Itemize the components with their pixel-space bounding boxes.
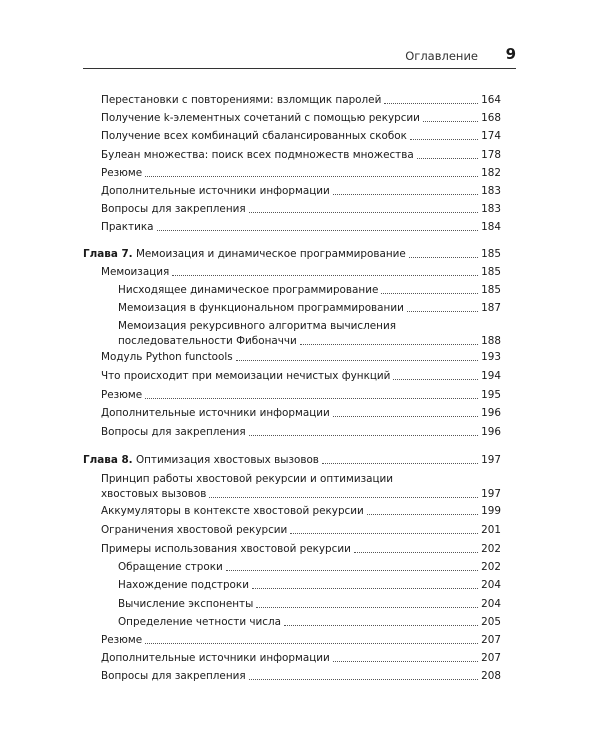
toc-entry[interactable] — [101, 670, 501, 683]
toc-entry-page: 195 — [481, 389, 501, 401]
toc-entry-title: хвостовых вызовов — [101, 488, 207, 500]
dot-leader — [354, 552, 478, 553]
toc-entry-title: Нисходящее динамическое программирование — [118, 284, 379, 296]
toc-entry-title: Получение k-элементных сочетаний с помощью рекурсии — [101, 112, 420, 124]
dot-leader — [157, 230, 479, 231]
toc-entry-page: 185 — [481, 248, 501, 260]
toc-entry[interactable] — [101, 351, 501, 364]
toc-entry[interactable] — [101, 634, 501, 647]
toc-entry-title: последовательности Фибоначчи — [118, 335, 297, 347]
dot-leader — [384, 103, 478, 104]
toc-entry-page: 204 — [481, 579, 501, 591]
toc-entry-title: Вопросы для закрепления — [101, 426, 246, 438]
dot-leader — [407, 311, 478, 312]
dot-leader — [333, 661, 478, 662]
dot-leader — [333, 194, 478, 195]
toc-entry-page: 199 — [481, 505, 501, 517]
toc-entry-page: 185 — [481, 284, 501, 296]
chapter-label: Глава 8. — [83, 454, 133, 466]
toc-entry[interactable] — [118, 616, 501, 629]
dot-leader — [145, 643, 478, 644]
dot-leader — [172, 275, 478, 276]
toc-entry-page: 201 — [481, 524, 501, 536]
toc-entry[interactable] — [101, 266, 501, 279]
toc-entry[interactable] — [118, 598, 501, 611]
toc-entry[interactable] — [101, 112, 501, 125]
toc-entry-page: 197 — [481, 454, 501, 466]
toc-entry-page: 207 — [481, 634, 501, 646]
toc-entry[interactable] — [118, 320, 501, 348]
toc-entry-title: Ограничения хвостовой рекурсии — [101, 524, 288, 536]
toc-entry-title: Мемоизация и динамическое программирование — [135, 248, 406, 260]
toc-entry-title: Модуль Python functools — [101, 351, 233, 363]
toc-entry-page: 202 — [481, 543, 501, 555]
toc-entry-title: Булеан множества: поиск всех подмножеств множества — [101, 149, 414, 161]
toc-entry-page: 193 — [481, 351, 501, 363]
toc-entry[interactable] — [101, 203, 501, 216]
toc-entry-title: Дополнительные источники информации — [101, 652, 330, 664]
toc-entry-title: Дополнительные источники информации — [101, 407, 330, 419]
toc-entry-title: Оптимизация хвостовых вызовов — [135, 454, 319, 466]
toc-entry-page: 184 — [481, 221, 501, 233]
toc-entry-title: Определение четности числа — [118, 616, 281, 628]
toc-entry[interactable] — [101, 149, 501, 162]
dot-leader — [284, 625, 478, 626]
toc-entry-title: Дополнительные источники информации — [101, 185, 330, 197]
toc-entry-title: Обращение строки — [118, 561, 223, 573]
dot-leader — [256, 607, 478, 608]
toc-entry[interactable] — [101, 94, 501, 107]
toc-entry[interactable] — [101, 505, 501, 518]
toc-entry[interactable] — [101, 543, 501, 556]
toc-entry-title: Вопросы для закрепления — [101, 203, 246, 215]
toc-entry-page: 183 — [481, 203, 501, 215]
toc-entry-page: 164 — [481, 94, 501, 106]
dot-leader — [249, 679, 479, 680]
page-number: 9 — [505, 45, 516, 63]
toc-entry-page: 185 — [481, 266, 501, 278]
section-name: Оглавление — [405, 49, 478, 63]
toc-entry-title-line1: Принцип работы хвостовой рекурсии и оптимизации — [101, 473, 394, 485]
toc-entry-page: 187 — [481, 302, 501, 314]
toc-entry[interactable] — [101, 167, 501, 180]
dot-leader — [393, 379, 478, 380]
dot-leader — [249, 212, 479, 213]
toc-entry[interactable] — [101, 524, 501, 537]
toc-entry-title: Вычисление экспоненты — [118, 598, 254, 610]
toc-entry[interactable] — [101, 652, 501, 665]
toc-entry-page: 178 — [481, 149, 501, 161]
dot-leader — [252, 588, 478, 589]
toc-entry[interactable] — [101, 221, 501, 234]
dot-leader — [417, 158, 478, 159]
toc-entry-page: 168 — [481, 112, 501, 124]
toc-entry-page: 188 — [481, 335, 501, 347]
toc-entry-title: Резюме — [101, 389, 143, 401]
toc-entry-title: Примеры использования хвостовой рекурсии — [101, 543, 351, 555]
toc-entry-page: 197 — [481, 488, 501, 500]
toc-entry-title: Получение всех комбинаций сбалансированных скобок — [101, 130, 407, 142]
dot-leader — [226, 570, 478, 571]
toc-entry-page: 183 — [481, 185, 501, 197]
dot-leader — [249, 435, 479, 436]
toc-chapter-7[interactable] — [83, 248, 501, 261]
toc-entry[interactable] — [118, 579, 501, 592]
toc-entry-title: Перестановки с повторениями: взломщик паролей — [101, 94, 382, 106]
toc-entry-title: Вопросы для закрепления — [101, 670, 246, 682]
toc-entry-page: 207 — [481, 652, 501, 664]
toc-entry-title: Мемоизация в функциональном программировании — [118, 302, 404, 314]
toc-entry-page: 196 — [481, 407, 501, 419]
toc-entry-title: Что происходит при мемоизации нечистых функций — [101, 370, 391, 382]
dot-leader — [290, 533, 478, 534]
toc-entry[interactable] — [118, 561, 501, 574]
toc-entry-title-line1: Мемоизация рекурсивного алгоритма вычисления — [118, 320, 396, 332]
toc-entry-page: 174 — [481, 130, 501, 142]
dot-leader — [145, 176, 478, 177]
toc-entry-page: 194 — [481, 370, 501, 382]
toc-entry-title: Резюме — [101, 167, 143, 179]
toc-entry[interactable] — [101, 407, 501, 420]
dot-leader — [322, 463, 478, 464]
toc-entry-page: 196 — [481, 426, 501, 438]
toc-entry-page: 204 — [481, 598, 501, 610]
dot-leader — [409, 257, 478, 258]
toc-entry-title: Нахождение подстроки — [118, 579, 249, 591]
toc-entry-page: 208 — [481, 670, 501, 682]
toc-entry-title: Аккумуляторы в контексте хвостовой рекурсии — [101, 505, 364, 517]
toc-entry[interactable] — [118, 284, 501, 297]
chapter-label: Глава 7. — [83, 248, 133, 260]
toc-entry[interactable] — [101, 389, 501, 402]
toc-entry-page: 202 — [481, 561, 501, 573]
toc-entry-page: 205 — [481, 616, 501, 628]
toc-entry-title: Резюме — [101, 634, 143, 646]
dot-leader — [410, 139, 478, 140]
dot-leader — [423, 121, 478, 122]
toc-entry[interactable] — [101, 426, 501, 439]
dot-leader — [209, 497, 478, 498]
dot-leader — [381, 293, 478, 294]
dot-leader — [333, 416, 478, 417]
toc-entry-page: 182 — [481, 167, 501, 179]
toc-entry[interactable] — [101, 130, 501, 143]
toc-entry[interactable] — [118, 302, 501, 315]
dot-leader — [145, 398, 478, 399]
toc-chapter-8[interactable] — [83, 454, 501, 467]
dot-leader — [300, 344, 478, 345]
toc-entry-title: Мемоизация — [101, 266, 170, 278]
toc-entry-title: Практика — [101, 221, 154, 233]
toc-entry[interactable] — [101, 370, 501, 383]
dot-leader — [367, 514, 478, 515]
toc-entry[interactable] — [101, 185, 501, 198]
toc-entry[interactable] — [101, 473, 501, 501]
dot-leader — [236, 360, 478, 361]
